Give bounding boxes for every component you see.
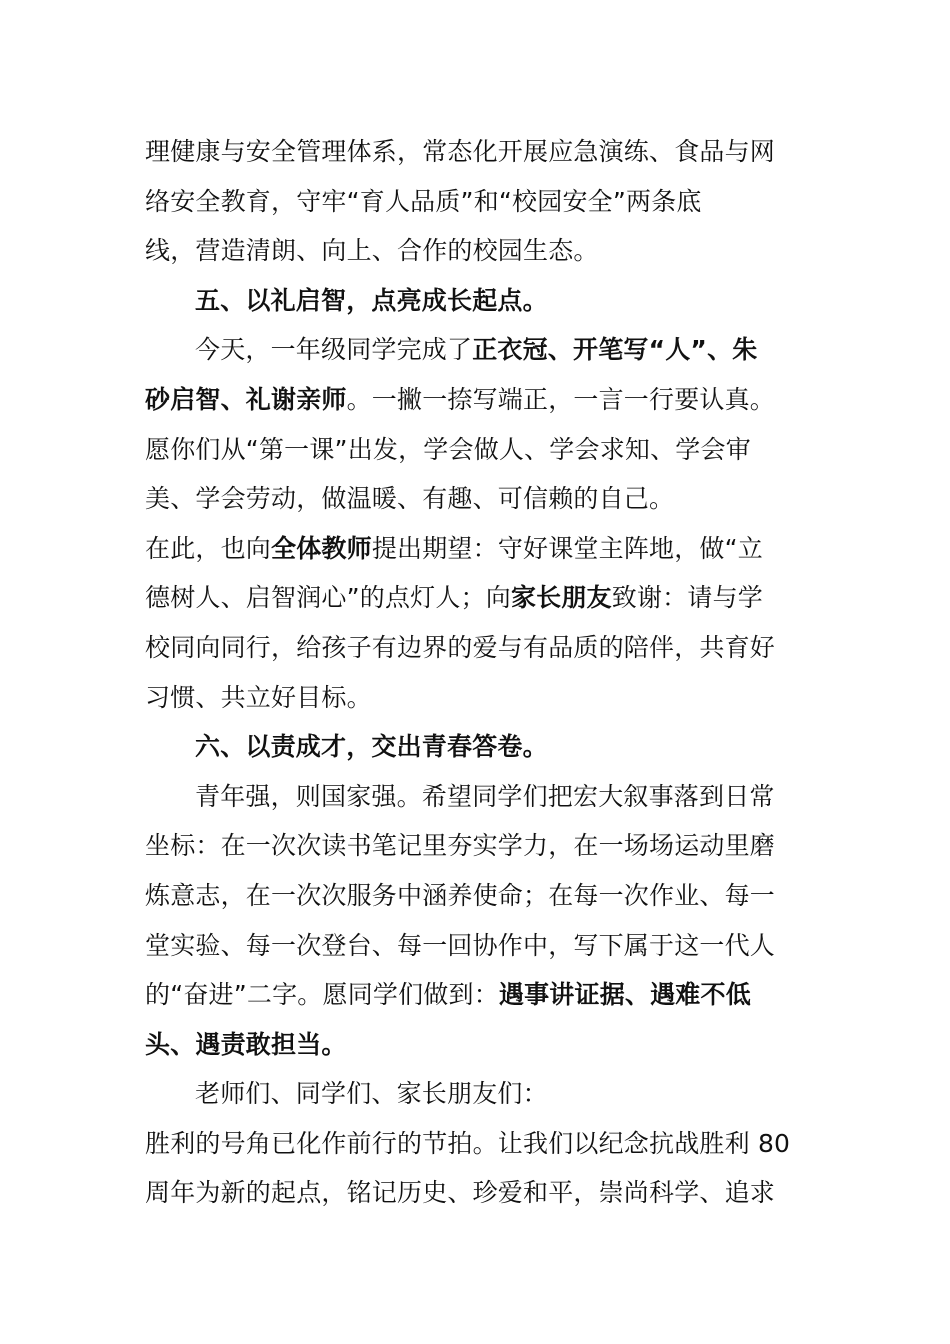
text-line — [145, 177, 805, 227]
text-line — [145, 1020, 805, 1070]
text-run: 习惯、共立好目标。 — [145, 682, 372, 712]
salutation-line — [145, 1069, 805, 1119]
text-run: 提出期望：守好课堂主阵地，做“立 — [371, 533, 763, 563]
text-run: 理健康与安全管理体系，常态化开展应急演练、食品与网 — [145, 137, 776, 166]
text-run: 在此，也向 — [145, 533, 272, 563]
text-line — [145, 871, 805, 921]
text-line — [145, 921, 805, 971]
text-line — [145, 524, 805, 574]
text-line — [145, 1119, 805, 1169]
section-heading — [145, 276, 805, 326]
text-line — [145, 325, 805, 375]
section-heading — [145, 722, 805, 772]
text-run: 校同向同行，给孩子有边界的爱与有品质的陪伴，共育好 — [145, 632, 776, 662]
bold-text-run: 遇事讲证据、遇难不低 — [498, 980, 751, 1010]
text-run: 线，营造清朗、向上、合作的校园生态。 — [145, 236, 599, 266]
text-run: 老师们、同学们、家长朋友们： — [195, 1079, 548, 1109]
text-line — [145, 573, 805, 623]
text-run: 致谢：请与学 — [611, 583, 763, 613]
text-run: 青年强，则国家强。希望同学们把宏大叙事落到日常 — [195, 781, 775, 811]
text-line — [145, 474, 805, 524]
heading-text: 五、以礼启智，点亮成长起点。 — [195, 285, 548, 315]
text-line — [145, 375, 805, 425]
heading-text: 六、以责成才，交出青春答卷。 — [195, 732, 548, 762]
text-line — [145, 970, 805, 1020]
text-run: 胜利的号角已化作前行的节拍。让我们以纪念抗战胜利 80 — [145, 1128, 791, 1158]
text-line — [145, 425, 805, 475]
text-run: 炼意志，在一次次服务中涵养使命；在每一次作业、每一 — [145, 880, 776, 910]
text-line — [145, 821, 805, 871]
text-run: 愿你们从“第一课”出发，学会做人、学会求知、学会审 — [145, 434, 751, 464]
bold-text-run: 家长朋友 — [510, 583, 612, 613]
text-run: 。一撇一捺写端正，一言一行要认真。 — [346, 384, 776, 414]
text-line — [145, 1168, 805, 1218]
bold-text-run: 砂启智、礼谢亲师 — [145, 384, 347, 414]
text-run: 坐标：在一次次读书笔记里夯实学力，在一场场运动里磨 — [145, 831, 776, 861]
bold-text-run: 正衣冠、开笔写“人”、朱 — [472, 335, 758, 365]
text-line — [145, 623, 805, 673]
bold-text-run: 全体教师 — [271, 533, 372, 563]
text-run: 德树人、启智润心”的点灯人；向 — [145, 583, 511, 613]
text-line — [145, 226, 805, 276]
text-run: 堂实验、每一次登台、每一回协作中，写下属于这一代人 — [145, 930, 776, 960]
bold-text-run: 头、遇责敢担当。 — [145, 1029, 347, 1059]
text-line — [145, 673, 805, 723]
text-line — [145, 772, 805, 822]
text-run: 周年为新的起点，铭记历史、珍爱和平，崇尚科学、追求 — [145, 1178, 776, 1208]
text-run: 美、学会劳动，做温暖、有趣、可信赖的自己。 — [145, 484, 675, 514]
text-run: 的“奋进”二字。愿同学们做到： — [145, 980, 499, 1010]
text-run: 今天，一年级同学完成了 — [195, 335, 473, 365]
document-body — [145, 127, 805, 1218]
text-line — [145, 127, 805, 177]
text-run: 络安全教育，守牢“育人品质”和“校园安全”两条底 — [145, 186, 702, 216]
